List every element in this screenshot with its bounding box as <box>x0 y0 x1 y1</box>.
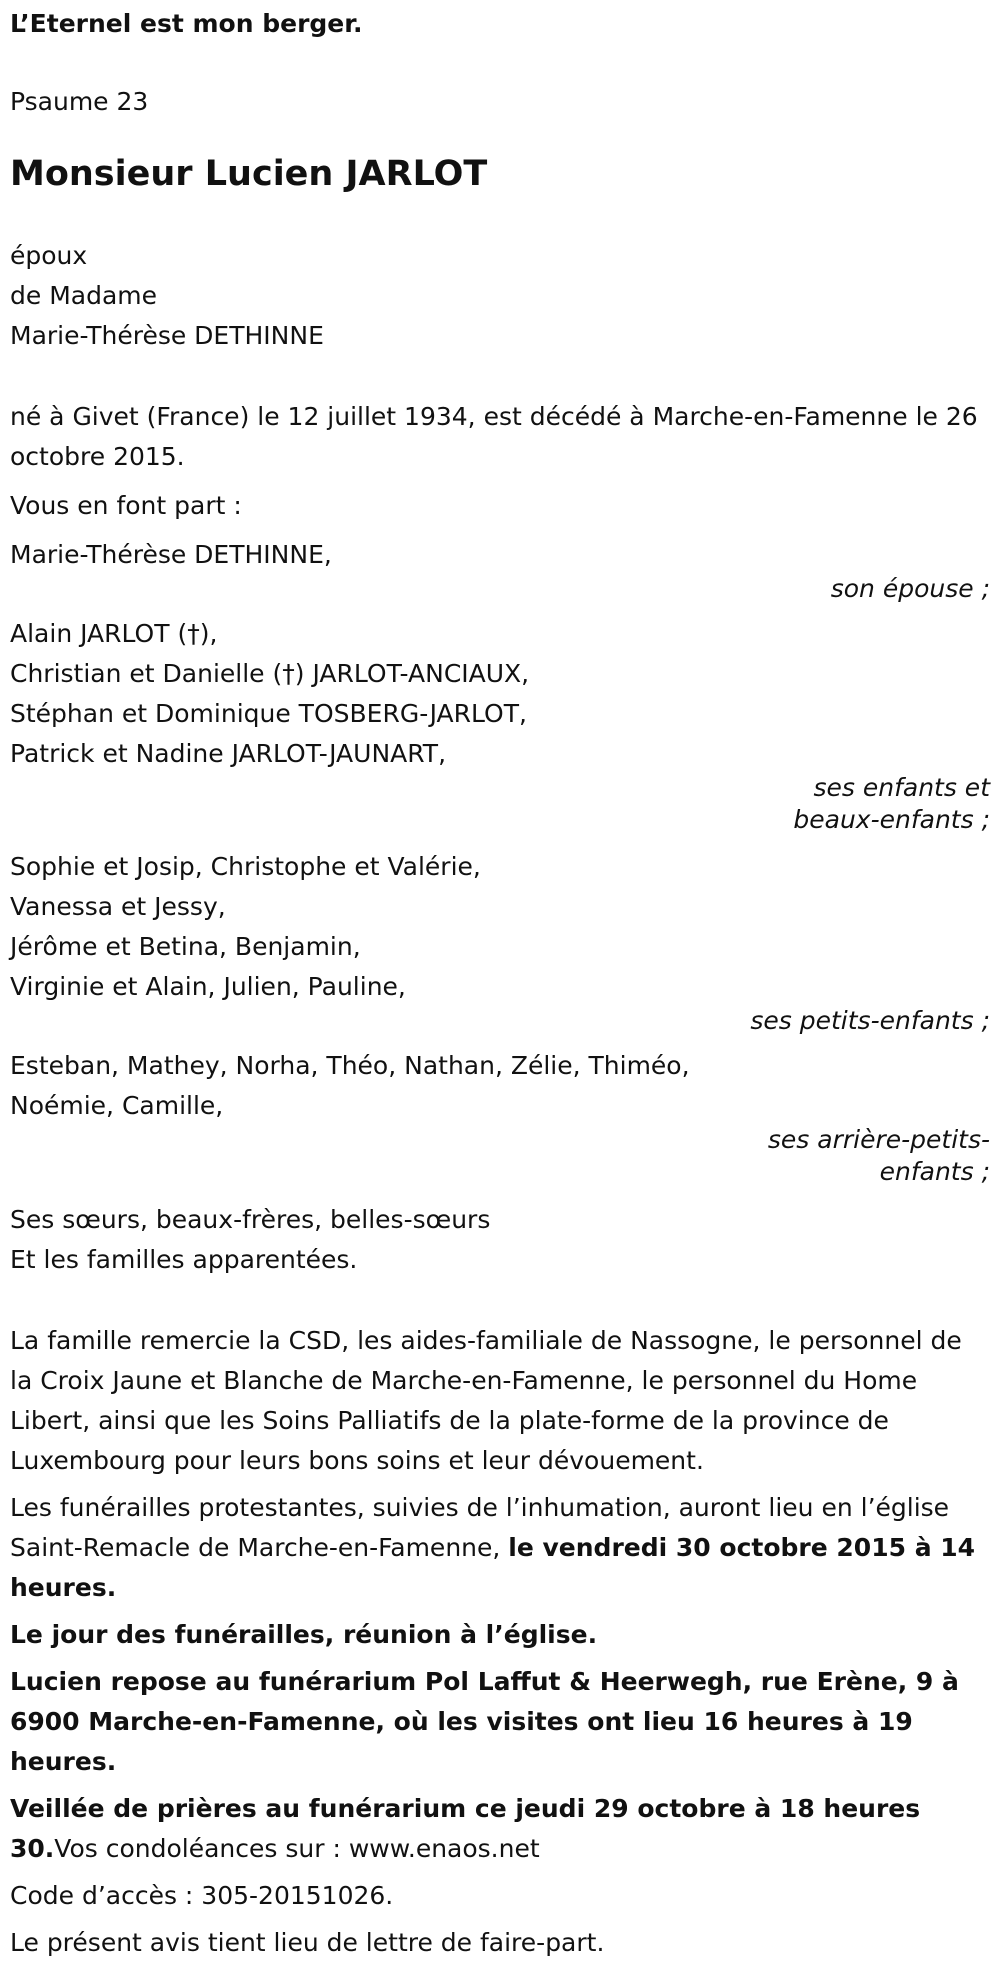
group-name-line: Vanessa et Jessy, <box>10 892 226 921</box>
group-name-line: Esteban, Mathey, Norha, Théo, Nathan, Zélie, Thiméo, <box>10 1051 690 1080</box>
deceased-name: Monsieur Lucien JARLOT <box>10 154 488 194</box>
group-great-grandchildren <box>10 1046 990 1190</box>
birth-death-info: né à Givet (France) le 12 juillet 1934, est décédé à Marche-en-Famenne le 26 octobre 2015. <box>10 402 978 471</box>
vigil-text: Veillée de prières au funérarium ce jeudi 29 octobre à 18 heures 30. <box>10 1794 921 1863</box>
group-grandchildren <box>10 847 990 1039</box>
visitation-info: Lucien repose au funérarium Pol Laffut & Heerwegh, rue Erène, 9 à 6900 Marche-en-Famenne, où les visites ont lieu 16 heures à 19 heures. <box>10 1667 959 1776</box>
group-name-line: Sophie et Josip, Christophe et Valérie, <box>10 852 481 881</box>
extended-family <box>10 1200 990 1280</box>
group-role: son épouse ; <box>830 574 990 603</box>
announce-line: Vous en font part : <box>10 491 242 520</box>
group-role: beaux-enfants ; <box>793 805 990 834</box>
group-name-line: Virginie et Alain, Julien, Pauline, <box>10 972 406 1001</box>
psalm-reference: Psaume 23 <box>10 87 149 116</box>
group-name-line: Patrick et Nadine JARLOT-JAUNART, <box>10 739 447 768</box>
group-spouse <box>10 535 990 607</box>
group-name-line: Alain JARLOT (†), <box>10 619 218 648</box>
vigil-info <box>10 1789 990 1869</box>
family-line: Et les familles apparentées. <box>10 1245 358 1274</box>
access-code: Code d’accès : 305-20151026. <box>10 1881 394 1910</box>
group-name-line: Noémie, Camille, <box>10 1091 224 1120</box>
group-role: ses arrière-petits- <box>767 1125 990 1154</box>
meeting-info: Le jour des funérailles, réunion à l’église. <box>10 1620 598 1649</box>
closing-line: Le présent avis tient lieu de lettre de faire-part. <box>10 1928 605 1957</box>
funeral-text: Les funérailles protestantes, suivies de l’inhumation, auront lieu en l’église Saint-Remacle de Marche-en-Famenne, <box>10 1493 950 1562</box>
group-role: ses enfants et <box>813 773 990 802</box>
family-line: Ses sœurs, beaux-frères, belles-sœurs <box>10 1205 491 1234</box>
spouse-line: Marie-Thérèse DETHINNE <box>10 321 324 350</box>
spouse-block <box>10 236 990 356</box>
group-name-line: Stéphan et Dominique TOSBERG-JARLOT, <box>10 699 527 728</box>
spouse-line: de Madame <box>10 281 158 310</box>
bible-verse: L’Eternel est mon berger. <box>10 9 363 38</box>
thanks-paragraph: La famille remercie la CSD, les aides-familiale de Nassogne, le personnel de la Croix Jaune et Blanche de Marche-en-Famenne, le personnel du Home Libert, ainsi que les Soins Palliatifs de la plate-forme de la province de Luxembourg pour leurs bons soins et leur dévouement. <box>10 1326 962 1475</box>
funeral-info <box>10 1488 990 1608</box>
funeral-date: le vendredi 30 octobre 2015 à 14 heures. <box>10 1533 976 1602</box>
spouse-line: époux <box>10 241 88 270</box>
group-role: ses petits-enfants ; <box>750 1006 990 1035</box>
group-name-line: Marie-Thérèse DETHINNE, <box>10 540 332 569</box>
group-children <box>10 614 990 838</box>
group-name-line: Jérôme et Betina, Benjamin, <box>10 932 361 961</box>
group-name-line: Christian et Danielle (†) JARLOT-ANCIAUX, <box>10 659 530 688</box>
group-role: enfants ; <box>879 1157 990 1186</box>
condolences-line: Vos condoléances sur : www.enaos.net <box>54 1834 540 1863</box>
